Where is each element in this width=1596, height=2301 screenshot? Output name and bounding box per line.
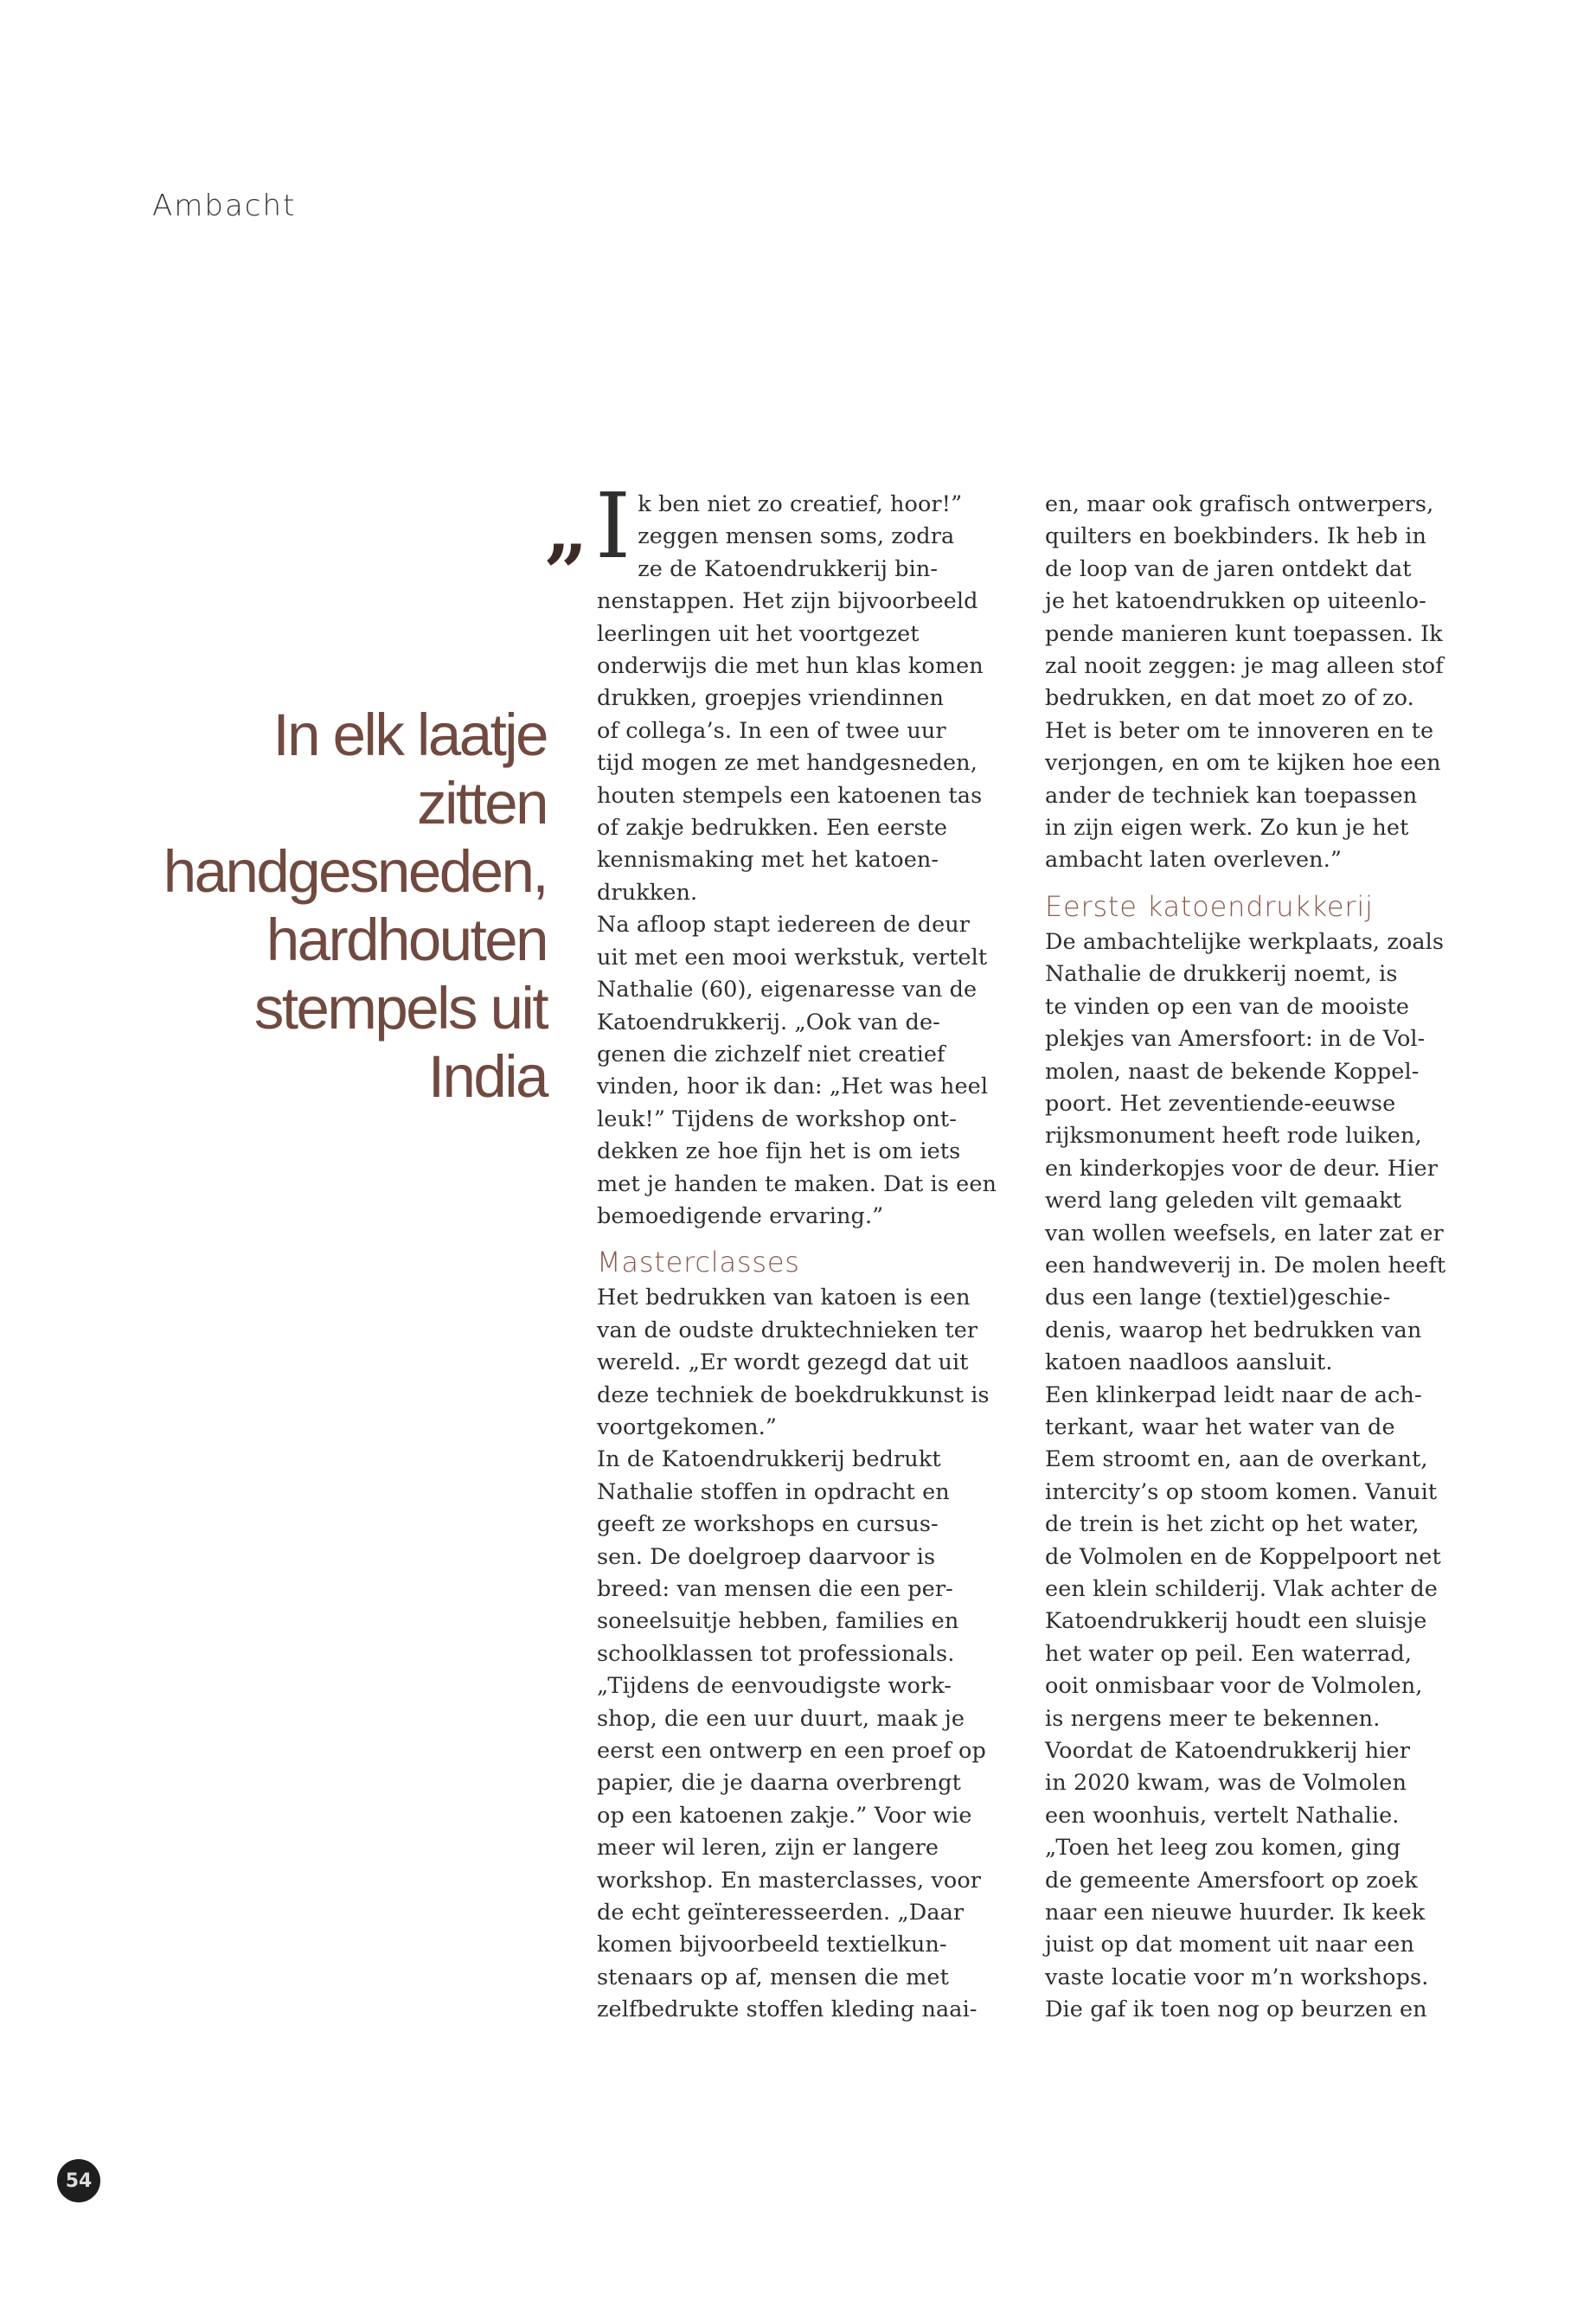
text-line: plekjes van Amersfoort: in de Vol- — [1045, 1026, 1426, 1053]
text-line: Die gaf ik toen nog op beurzen en — [1045, 1997, 1427, 2023]
quote-mark-icon: ” — [543, 528, 587, 618]
text-line: in zijn eigen werk. Zo kun je het — [1045, 815, 1409, 842]
text-line: workshop. En masterclasses, voor — [597, 1867, 982, 1894]
text-line: eerst een ontwerp en een proef op — [597, 1738, 986, 1765]
text-line: ze de Katoendrukkerij bin- — [638, 555, 939, 582]
pull-quote-line: stempels uit — [253, 975, 547, 1042]
text-line: van wollen weefsels, en later zat er — [1045, 1220, 1444, 1247]
text-line: soneelsuitje hebben, families en — [597, 1608, 959, 1635]
text-line: nenstappen. Het zijn bijvoorbeeld — [597, 588, 978, 615]
text-line: meer wil leren, zijn er langere — [597, 1835, 939, 1862]
text-line: molen, naast de bekende Koppel- — [1045, 1058, 1420, 1085]
section-label: Ambacht — [152, 189, 297, 223]
text-line: werd lang geleden vilt gemaakt — [1045, 1188, 1402, 1215]
text-line: bedrukken, en dat moet zo of zo. — [1045, 685, 1414, 712]
text-line: vinden, hoor ik dan: „Het was heel — [597, 1074, 989, 1100]
text-line: dekken ze hoe fijn het is om iets — [597, 1138, 961, 1165]
text-line: zal nooit zeggen: je mag alleen stof — [1045, 653, 1444, 680]
text-line: leuk!” Tijdens de workshop ont- — [597, 1106, 957, 1132]
text-line: bemoedigende ervaring.” — [597, 1202, 884, 1229]
text-line: terkant, waar het water van de — [1045, 1413, 1395, 1440]
text-line: k ben niet zo creatief, hoor!” — [638, 491, 963, 517]
subheading-masterclasses: Masterclasses — [597, 1246, 800, 1279]
text-line: voortgekomen.” — [597, 1413, 778, 1440]
text-line: quilters en boekbinders. Ik heb in — [1045, 523, 1426, 550]
text-line: Katoendrukkerij. „Ook van de- — [597, 1009, 940, 1035]
text-line: ambacht laten overleven.” — [1045, 847, 1343, 874]
text-line: met je handen te maken. Dat is een — [597, 1170, 997, 1197]
pull-quote-line: In elk laatje — [272, 702, 547, 768]
text-line: uit met een mooi werkstuk, vertelt — [597, 944, 988, 971]
text-line: Nathalie de drukkerij noemt, is — [1045, 961, 1398, 988]
text-line: juist op dat moment uit naar een — [1045, 1932, 1415, 1958]
text-line: of zakje bedrukken. Een eerste — [597, 815, 948, 842]
text-line: deze techniek de boekdrukkunst is — [597, 1381, 990, 1408]
text-line: De ambachtelijke werkplaats, zoals — [1045, 928, 1445, 955]
text-line: breed: van mensen die een per- — [597, 1576, 953, 1602]
body-paragraph — [1045, 1735, 1452, 2027]
text-line: rijksmonument heeft rode luiken, — [1045, 1123, 1422, 1150]
text-line: stenaars op af, mensen die met — [597, 1964, 949, 1990]
text-line: „Toen het leeg zou komen, ging — [1045, 1835, 1401, 1862]
pull-quote-line: handgesneden, — [163, 838, 547, 905]
body-paragraph — [1045, 1380, 1452, 1735]
text-line: en, maar ook grafisch ontwerpers, — [1045, 491, 1434, 517]
text-line: papier, die je daarna overbrengt — [597, 1770, 961, 1797]
text-line: de loop van de jaren ontdekt dat — [1045, 555, 1412, 582]
text-line: katoen naadloos aansluit. — [1045, 1349, 1333, 1376]
text-line: denis, waarop het bedrukken van — [1045, 1317, 1422, 1343]
text-line: drukken, groepjes vriendinnen — [597, 685, 945, 712]
text-line: intercity’s op stoom komen. Vanuit — [1045, 1478, 1438, 1505]
text-line: een klein schilderij. Vlak achter de — [1045, 1576, 1438, 1602]
body-paragraph — [1045, 926, 1452, 1380]
body-paragraph — [597, 909, 1003, 1233]
text-line: zelfbedrukte stoffen kleding naai- — [597, 1997, 977, 2023]
text-line: houten stempels een katoenen tas — [597, 782, 983, 809]
text-line: komen bijvoorbeeld textielkun- — [597, 1932, 947, 1958]
text-line: schoolklassen tot professionals. — [597, 1640, 955, 1667]
text-line: naar een nieuwe huurder. Ik keek — [1045, 1900, 1426, 1926]
text-line: leerlingen uit het voortgezet — [597, 620, 920, 647]
text-line: een woonhuis, vertelt Nathalie. — [1045, 1802, 1400, 1829]
text-line: kennismaking met het katoen- — [597, 847, 939, 874]
text-line: wereld. „Er wordt gezegd dat uit — [597, 1349, 969, 1376]
text-line: op een katoenen zakje.” Voor wie — [597, 1802, 972, 1829]
text-line: zeggen mensen soms, zodra — [638, 523, 955, 550]
text-line: sen. De doelgroep daarvoor is — [597, 1543, 936, 1570]
text-line: vaste locatie voor m’n workshops. — [1045, 1964, 1429, 1990]
subheading-eerste-katoendrukkerij: Eerste katoendrukkerij — [1045, 889, 1374, 923]
text-line: de echt geïnteresseerden. „Daar — [597, 1900, 965, 1926]
body-paragraph — [1045, 489, 1452, 877]
text-line: het water op peil. Een waterrad, — [1045, 1640, 1413, 1667]
pull-quote — [156, 701, 547, 1111]
text-line: pende manieren kunt toepassen. Ik — [1045, 620, 1443, 647]
text-line: je het katoendrukken op uiteenlo- — [1045, 588, 1426, 615]
drop-cap: I — [595, 473, 631, 579]
body-paragraph — [597, 1444, 1003, 2026]
text-line: „Tijdens de eenvoudigste work- — [597, 1673, 952, 1700]
pull-quote-line: zitten — [417, 770, 547, 836]
text-line: Eem stroomt en, aan de overkant, — [1045, 1446, 1428, 1473]
article-column-1 — [595, 473, 1003, 2027]
text-line: Het is beter om te innoveren en te — [1045, 717, 1434, 744]
text-line: Nathalie stoffen in opdracht en — [597, 1478, 950, 1505]
body-paragraph — [597, 1282, 1003, 1444]
text-line: poort. Het zeventiende-eeuwse — [1045, 1090, 1396, 1117]
text-line: in 2020 kwam, was de Volmolen — [1045, 1770, 1407, 1797]
article-column-2 — [1045, 489, 1452, 2027]
text-line: Het bedrukken van katoen is een — [597, 1285, 971, 1311]
text-line: ander de techniek kan toepassen — [1045, 782, 1418, 809]
pull-quote-line: hardhouten — [266, 907, 547, 973]
text-line: is nergens meer te bekennen. — [1045, 1705, 1381, 1732]
text-line: Nathalie (60), eigenaresse van de — [597, 977, 977, 1003]
page-number: 54 — [57, 2159, 100, 2202]
text-line: In de Katoendrukkerij bedrukt — [597, 1446, 941, 1473]
pull-quote-line: India — [427, 1043, 547, 1110]
text-line: de gemeente Amersfoort op zoek — [1045, 1867, 1418, 1894]
text-line: geeft ze workshops en cursus- — [597, 1511, 939, 1538]
text-line: Een klinkerpad leidt naar de ach- — [1045, 1381, 1422, 1408]
text-line: tijd mogen ze met handgesneden, — [597, 750, 977, 777]
text-line: Voordat de Katoendrukkerij hier — [1045, 1738, 1410, 1765]
text-line: onderwijs die met hun klas komen — [597, 653, 984, 680]
intro-paragraph — [595, 473, 1003, 909]
text-line: van de oudste druktechnieken ter — [597, 1317, 978, 1343]
text-line: ooit onmisbaar voor de Volmolen, — [1045, 1673, 1423, 1700]
text-line: verjongen, en om te kijken hoe een — [1045, 750, 1441, 777]
text-line: de trein is het zicht op het water, — [1045, 1511, 1420, 1538]
text-line: genen die zichzelf niet creatief — [597, 1041, 945, 1067]
text-line: een handweverij in. De molen heeft — [1045, 1252, 1446, 1279]
text-line: de Volmolen en de Koppelpoort net — [1045, 1543, 1441, 1570]
text-line: te vinden op een van de mooiste — [1045, 993, 1410, 1020]
text-line: dus een lange (textiel)geschie- — [1045, 1285, 1391, 1311]
text-line: Na afloop stapt iedereen de deur — [597, 912, 971, 939]
text-line: shop, die een uur duurt, maak je — [597, 1705, 965, 1732]
text-line: Katoendrukkerij houdt een sluisje — [1045, 1608, 1427, 1635]
text-line: drukken. — [597, 879, 698, 906]
text-line: en kinderkopjes voor de deur. Hier — [1045, 1155, 1439, 1182]
text-line: of collega’s. In een of twee uur — [597, 717, 946, 744]
